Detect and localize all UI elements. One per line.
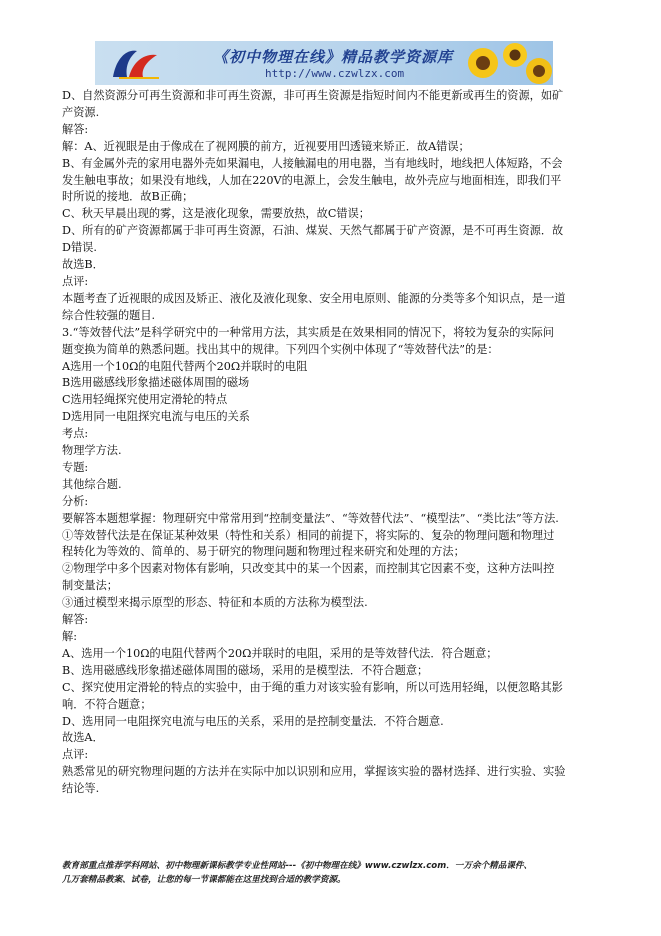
banner-title: 《初中物理在线》精品教学资源库 (213, 48, 454, 66)
text-line: ①等效替代法是在保证某种效果（特性和关系）相同的前提下，将实际的、复杂的物理问题和物理过 (62, 528, 555, 542)
sunflower-decoration (453, 41, 553, 85)
text-line: 分析: (62, 494, 89, 508)
document-body (62, 88, 610, 798)
text-line: 物理学方法. (62, 444, 122, 458)
text-line: 解: (62, 630, 77, 643)
text-line: 结论等. (62, 782, 100, 796)
text-line: 响．不符合题意； (62, 697, 152, 711)
text-line: 解答: (62, 122, 89, 136)
text-line: A、选用一个10Ω的电阻代替两个20Ω并联时的电阻，采用的是等效替代法．符合题意； (62, 646, 498, 660)
text-line: 题变换为简单的熟悉问题。找出其中的规律。下列四个实例中体现了“等效替代法”的是： (62, 342, 499, 356)
text-line: 专题: (62, 460, 89, 474)
text-line: 制变量法； (62, 579, 118, 593)
text-line: A选用一个10Ω的电阻代替两个20Ω并联时的电阻 (62, 359, 308, 373)
text-line: D、所有的矿产资源都属于非可再生资源，石油、煤炭、天然气都属于矿产资源，是不可再生资源．故 (62, 224, 564, 238)
text-line: 故选A． (62, 731, 104, 745)
text-line: 其他综合题. (62, 477, 122, 491)
text-line: D、自然资源分可再生资源和非可再生资源，非可再生资源是指短时间内不能更新或再生的资源，如矿 (62, 89, 564, 102)
footer-line: 几万套精品教案、试卷，让您的每一节课都能在这里找到合适的教学资源。 (62, 875, 346, 885)
text-line: 本题考查了近视眼的成因及矫正、液化及液化现象、安全用电原则、能源的分类等多个知识点，是一道 (62, 291, 566, 305)
text-line: ②物理学中多个因素对物体有影响，只改变其中的某一个因素，而控制其它因素不变，这种方法叫控 (62, 562, 555, 576)
page-footer (62, 859, 602, 887)
banner-url[interactable]: http://www.czwlzx.com (265, 67, 405, 80)
text-line: B、有金属外壳的家用电器外壳如果漏电，人接触漏电的用电器，当有地线时，地线把人体短路，不会 (62, 156, 563, 170)
site-logo (107, 47, 165, 81)
text-line: D错误. (62, 241, 97, 255)
text-line: 发生触电事故；如果没有地线，人加在220V的电源上，会发生触电，故外壳应与地面相连，即我们平 (62, 173, 562, 187)
text-line: 点评: (62, 748, 89, 762)
text-line: 考点: (62, 427, 89, 441)
text-line: 点评: (62, 274, 89, 288)
text-line: D选用同一电阻探究电流与电压的关系 (62, 410, 250, 424)
text-line: ③通过模型来揭示原型的形态、特征和本质的方法称为模型法. (62, 596, 368, 610)
text-line: 解答: (62, 613, 89, 627)
text-line: D、选用同一电阻探究电流与电压的关系，采用的是控制变量法．不符合题意. (62, 714, 444, 728)
text-line: 产资源. (62, 105, 100, 119)
text-line: C、探究使用定滑轮的特点的实验中，由于绳的重力对该实验有影响，所以可选用轻绳，以便忽略其影 (62, 680, 563, 694)
header-banner (95, 41, 553, 85)
text-line: B选用磁感线形象描述磁体周围的磁场 (62, 376, 250, 390)
text-line: 故选B． (62, 258, 104, 272)
text-line: 程转化为等效的、简单的、易于研究的物理问题和物理过程来研究和处理的方法； (62, 545, 465, 559)
text-line: C选用轻绳探究使用定滑轮的特点 (62, 393, 228, 407)
text-line: B、选用磁感线形象描述磁体周围的磁场，采用的是模型法．不符合题意； (62, 663, 429, 677)
text-line: C、秋天早晨出现的雾，这是液化现象，需要放热，故C错误； (62, 207, 370, 221)
text-line: 要解答本题想掌握：物理研究中常常用到“控制变量法”、“等效替代法”、“模型法”、“类比法”等方法. (62, 511, 559, 525)
text-line: 熟悉常见的研究物理问题的方法并在实际中加以识别和应用，掌握该实验的器材选择、进行实验、实验 (62, 765, 566, 779)
text-line: 时所说的接地．故B正确； (62, 190, 194, 204)
text-line: 解：A、近视眼是由于像成在了视网膜的前方，近视要用凹透镜来矫正．故A错误； (62, 139, 470, 153)
text-line: 综合性较强的题目. (62, 308, 156, 322)
text-line: 3.“等效替代法”是科学研究中的一种常用方法，其实质是在效果相同的情况下，将较为复杂的实际问 (62, 325, 554, 339)
footer-line: 教育部重点推荐学科网站、初中物理新课标教学专业性网站---《初中物理在线》www.czwlzx.com．一万余个精品课件、 (62, 861, 533, 871)
